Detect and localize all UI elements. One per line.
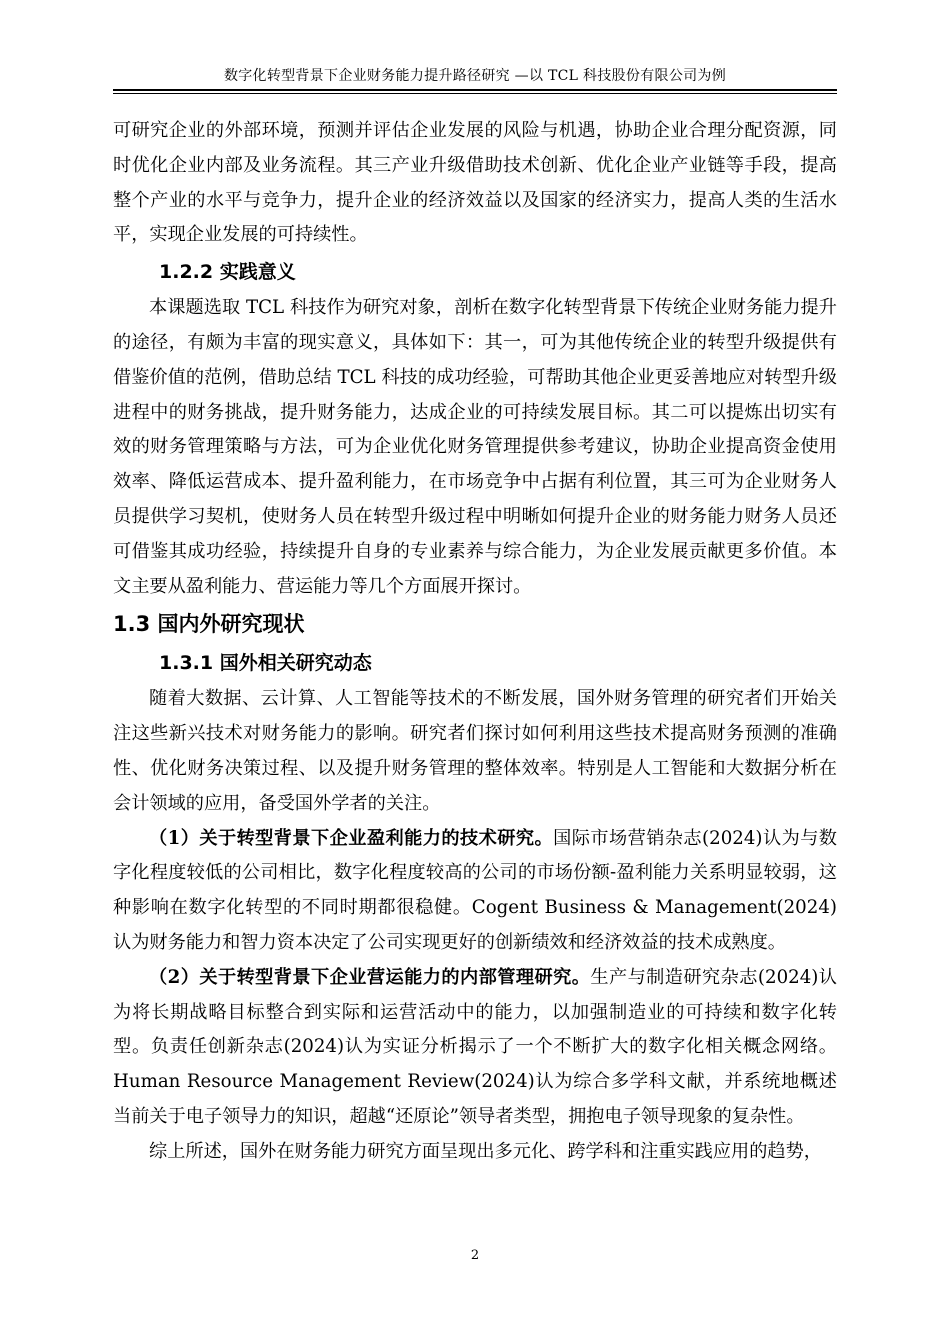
item-2-heading: （2）关于转型背景下企业营运能力的内部管理研究。 (149, 966, 591, 988)
heading-1-3-1: 1.3.1 国外相关研究动态 (159, 652, 372, 675)
paragraph-practice-significance: 本课题选取 TCL 科技作为研究对象，剖析在数字化转型背景下传统企业财务能力提升的途径，有颇为丰富的现实意义，具体如下：其一，可为其他传统企业的转型升级提供有借鉴价值的范例，借助总结 TCL 科技的成功经验，可帮助其他企业更妥善地应对转型升级进程中的财务挑战，提升财务能力，达成企业的可持续发展目标。其二可以提炼出切实有效的财务管理策略与方法，可为企业优化财务管理提供参考建议，协助企业提高资金使用效率、降低运营成本、提升盈利能力，在市场竞争中占据有利位置，其三可为企业财务人员提供学习契机，使财务人员在转型升级过程中明晰如何提升企业的财务能力财务人员还可借鉴其成功经验，持续提升自身的专业素养与综合能力，为企业发展贡献更多价值。本文主要从盈利能力、营运能力等几个方面展开探讨。 (113, 297, 837, 597)
header-rule-thick (113, 89, 837, 91)
paragraph-summary: 综上所述，国外在财务能力研究方面呈现出多元化、跨学科和注重实践应用的趋势， (149, 1140, 822, 1162)
paragraph-item-2 (113, 961, 837, 1135)
paragraph-intro-continued: 可研究企业的外部环境，预测并评估企业发展的风险与机遇，协助企业合理分配资源，同时优化企业内部及业务流程。其三产业升级借助技术创新、优化企业产业链等手段，提高整个产业的水平与竞争力，提升企业的经济效益以及国家的经济实力，提高人类的生活水平，实现企业发展的可持续性。 (113, 120, 837, 246)
heading-1-3: 1.3 国内外研究现状 (113, 612, 305, 637)
paragraph-item-1 (113, 822, 837, 961)
page-number: 2 (470, 1248, 480, 1263)
running-header: 数字化转型背景下企业财务能力提升路径研究 —以 TCL 科技股份有限公司为例 (223, 68, 727, 84)
item-1-heading: （1）关于转型背景下企业盈利能力的技术研究。 (149, 827, 554, 849)
item-2-text: 生产与制造研究杂志(2024)认为将长期战略目标整合到实际和运营活动中的能力，以加强制造业的可持续和数字化转型。负责任创新杂志(2024)认为实证分析揭示了一个不断扩大的数字化相关概念网络。Human Resource Management Review(2024)认为综合多学科文献，并系统地概述当前关于电子领导力的知识，超越“还原论”领导者类型，拥抱电子领导现象的复杂性。 (113, 966, 837, 1127)
heading-1-2-2: 1.2.2 实践意义 (159, 261, 296, 284)
paragraph-foreign-research: 随着大数据、云计算、人工智能等技术的不断发展，国外财务管理的研究者们开始关注这些新兴技术对财务能力的影响。研究者们探讨如何利用这些技术提高财务预测的准确性、优化财务决策过程、以及提升财务管理的整体效率。特别是人工智能和大数据分析在会计领域的应用，备受国外学者的关注。 (113, 688, 837, 814)
page-body (113, 114, 837, 1170)
item-1-text: 国际市场营销杂志(2024)认为与数字化程度较低的公司相比，数字化程度较高的公司的市场份额-盈利能力关系明显较弱，这种影响在数字化转型的不同时期都很稳健。Cogent Business & Management(2024)认为财务能力和智力资本决定了公司实现更好的创新绩效和经济效益的技术成熟度。 (113, 827, 837, 953)
header-rule-thin (113, 93, 837, 94)
